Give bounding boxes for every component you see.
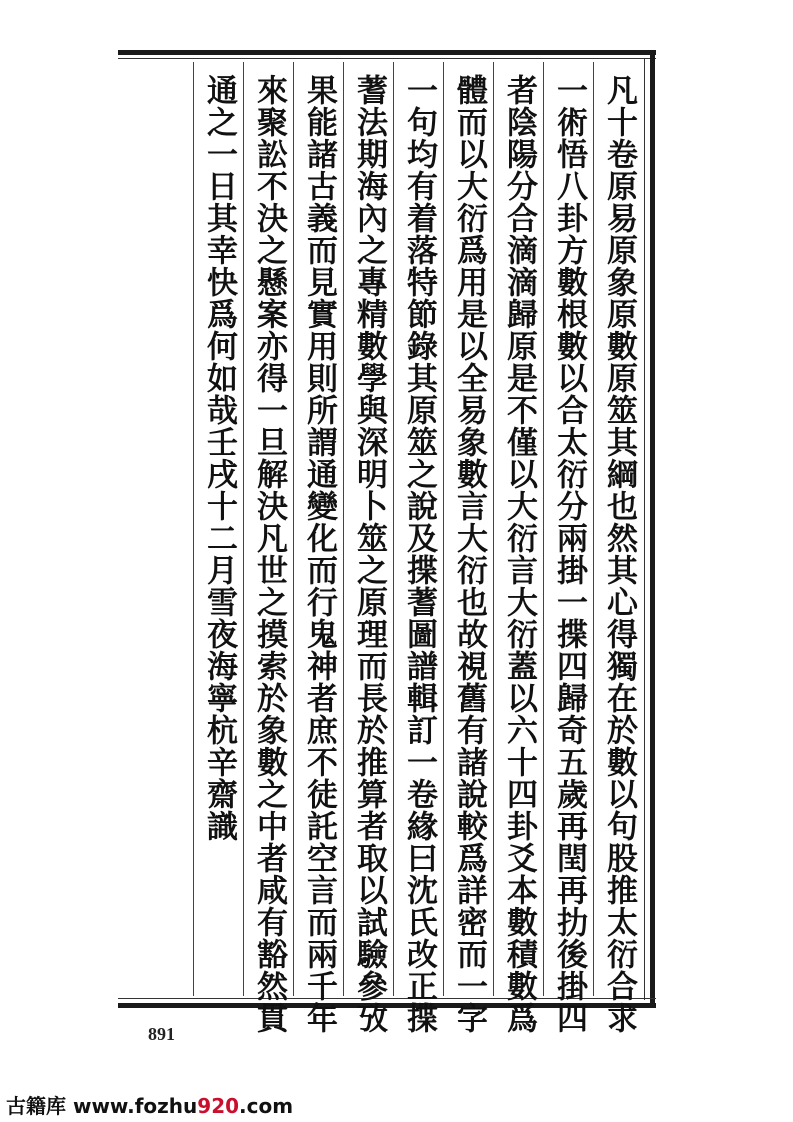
text-column-6: 蓍法期海內之專精數學與深明卜筮之原理而長於推算者取以試驗參攷 — [351, 74, 387, 1034]
text-column-5: 一句均有着落特節錄其原筮之說及揲蓍圖譜輯訂一卷緣曰沈氏改正揲 — [401, 74, 437, 1034]
page-number: 891 — [148, 1024, 175, 1044]
watermark-url-prefix: www.fozhu — [72, 1094, 198, 1118]
column-divider — [343, 62, 344, 996]
column-divider — [493, 62, 494, 996]
column-divider — [593, 62, 594, 996]
watermark-url-suffix: .com — [239, 1094, 294, 1118]
text-column-9: 通之一日其幸快爲何如哉壬戌十二月雪夜海寧杭辛齋識 — [201, 74, 237, 842]
column-divider — [193, 62, 194, 996]
frame-right-thin-rule — [644, 58, 645, 1000]
text-column-3: 者陰陽分合滴滴歸原是不僅以大衍言大衍蓋以六十四卦爻本數積數爲 — [501, 74, 537, 1034]
frame-top-rule — [118, 50, 656, 55]
text-column-1: 凡十卷原易原象原數原筮其綱也然其心得獨在於數以句股推太衍合求 — [601, 74, 637, 1034]
frame-right-rule — [650, 50, 655, 1008]
watermark-site-name: 古籍库 — [6, 1094, 66, 1118]
column-divider — [443, 62, 444, 996]
column-divider — [543, 62, 544, 996]
column-divider — [293, 62, 294, 996]
text-column-7: 果能諸古義而見實用則所謂通變化而行鬼神者庶不徒託空言而兩千年 — [301, 74, 337, 1034]
column-divider — [243, 62, 244, 996]
text-column-8: 來聚訟不決之懸案亦得一旦解決凡世之摸索於象數之中者咸有豁然貫 — [251, 74, 287, 1034]
column-divider — [393, 62, 394, 996]
watermark — [6, 1090, 293, 1119]
watermark-url-accent: 920 — [197, 1094, 240, 1118]
text-column-4: 體而以大衍爲用是以全易象數言大衍也故視舊有諸說較爲詳密而一字 — [451, 74, 487, 1034]
frame-top-thin-rule — [118, 58, 656, 59]
text-column-2: 一術悟八卦方數根數以合太衍分兩掛一揲四歸奇五歲再閏再扐後掛四 — [551, 74, 587, 1034]
